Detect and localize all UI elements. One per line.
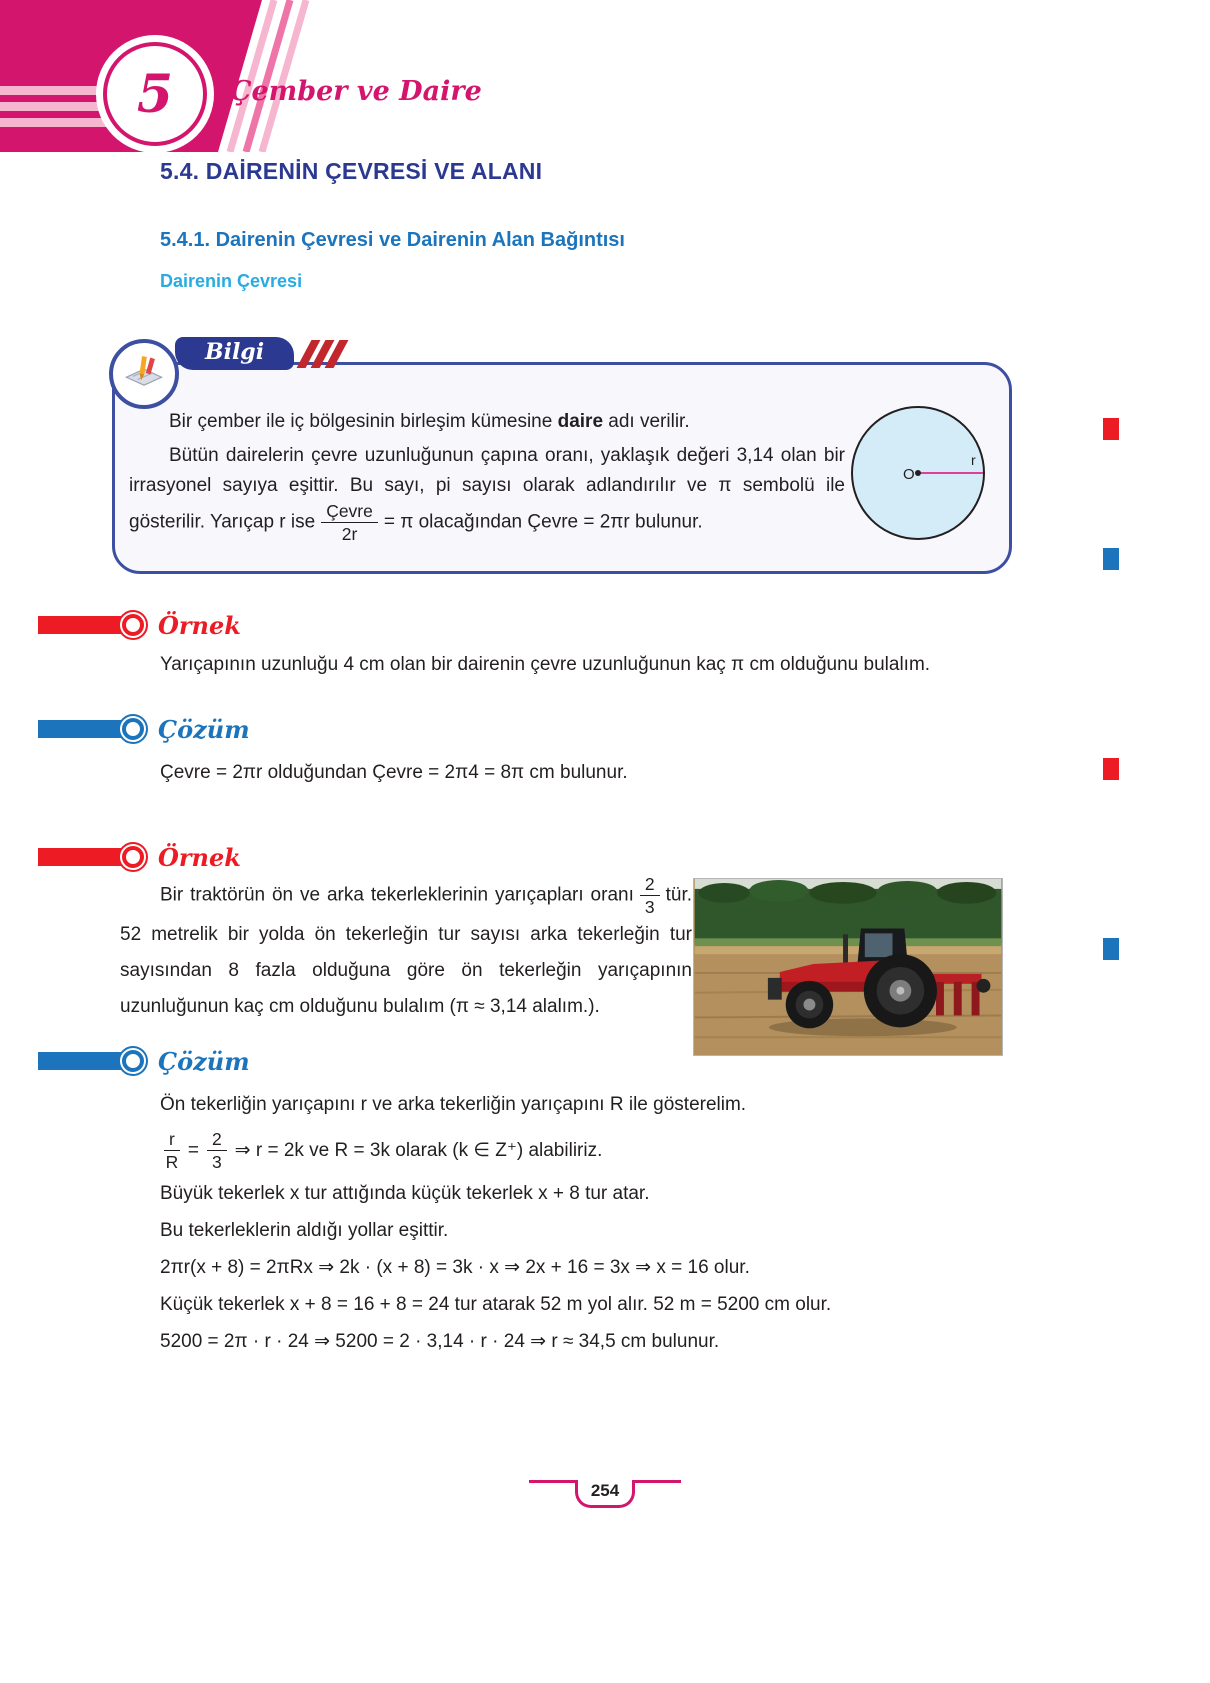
solution-2-line-1: Ön tekerliğin yarıçapını r ve arka tekerliğin yarıçapını R ile gösterelim. — [160, 1094, 747, 1115]
circumference-fraction: $\frac{\text{Çevre}}{2r}$ — [321, 501, 378, 544]
tractor-photo — [693, 878, 1003, 1056]
solution-1-header — [38, 712, 250, 746]
chapter-number: 5 — [136, 63, 174, 125]
ratio-fraction: $\frac{2}{3}$ — [640, 874, 660, 917]
concentric-circles-icon — [118, 842, 148, 872]
example-2-text: Bir traktörün ön ve arka tekerleklerinin yarıçapları oranı $\frac{2}{3}$ tür. 52 metrelik bir yolda ön tekerleğin tur sayısı arka tekerleğin tur sayısından 8 fazla olduğuna göre ön tekerleğin yarıçapının uzunluğunun kaç cm olduğunu bulalım (π ≈ 3,14 alalım.). — [120, 874, 692, 1018]
concentric-circles-icon — [118, 714, 148, 744]
r-over-R-fraction: $\frac{r}{R}$ — [165, 1129, 179, 1173]
solution-2-header — [38, 1044, 250, 1078]
info-box-text — [115, 365, 845, 544]
edge-marker-blue-1 — [1103, 548, 1119, 570]
example-bar — [38, 848, 122, 866]
edge-marker-red-1 — [1103, 418, 1119, 440]
footer-line-left — [529, 1480, 575, 1483]
diagram-center-label: O — [903, 466, 915, 483]
two-thirds-fraction: $\frac{2}{3}$ — [207, 1129, 227, 1172]
example-1-label: Örnek — [158, 610, 241, 640]
example-bar — [38, 616, 122, 634]
solution-2-line-2: $\frac{r}{R}$ = $\frac{2}{3}$ ⇒ r = 2k ve R = 3k olarak (k ∈ Z⁺) alabiliriz. — [165, 1129, 603, 1173]
info-box — [112, 339, 1012, 574]
circle-diagram — [833, 399, 995, 551]
example-1-header — [38, 608, 241, 642]
solution-1-label: Çözüm — [158, 714, 250, 744]
subsection-heading: 5.4.1. Dairenin Çevresi ve Dairenin Alan Bağıntısı — [160, 229, 625, 251]
equals-sign: = — [187, 1139, 199, 1161]
solution-2-line-7: 5200 = 2π · r · 24 ⇒ 5200 = 2 · 3,14 · r · 24 ⇒ r ≈ 34,5 cm bulunur. — [160, 1331, 720, 1353]
solution-bar — [38, 1052, 122, 1070]
example-1-text: Yarıçapının uzunluğu 4 cm olan bir dairenin çevre uzunluğunun kaç π cm olduğunu bulalım. — [160, 654, 931, 675]
solution-2-line-4: Bu tekerleklerin aldığı yollar eşittir. — [160, 1220, 449, 1242]
section-heading: 5.4. DAİRENİN ÇEVRESİ VE ALANI — [160, 158, 543, 184]
concentric-circles-icon — [118, 1046, 148, 1076]
chapter-title: Çember ve Daire — [230, 76, 482, 107]
info-banner-label: Bilgi — [175, 337, 294, 370]
solution-2-line-6: Küçük tekerlek x + 8 = 16 + 8 = 24 tur atarak 52 m yol alır. 52 m = 5200 cm olur. — [160, 1294, 832, 1316]
topic-heading: Dairenin Çevresi — [160, 271, 303, 291]
term-daire: daire — [557, 411, 604, 432]
solution-bar — [38, 720, 122, 738]
info-paragraph-2: Bütün dairelerin çevre uzunluğunun çapına oranı, yaklaşık değeri 3,14 olan bir irrasyonel sayıya eşittir. Bu sayı, pi sayısı olarak adlandırılır ve π sembolü ile gösterilir. Yarıçap r ise $\frac{\text{Çevre}}{2r}$ = π olacağından Çevre = 2πr bulunur. — [129, 445, 845, 545]
example-2-header — [38, 840, 241, 874]
diagram-radius-label: r — [971, 452, 976, 468]
info-paragraph-1: Bir çember ile iç bölgesinin birleşim kümesine daire adı verilir. — [169, 411, 690, 432]
edge-marker-blue-2 — [1103, 938, 1119, 960]
page-number: 254 — [575, 1480, 635, 1508]
solution-2-line-5: 2πr(x + 8) = 2πRx ⇒ 2k · (x + 8) = 3k · x ⇒ 2x + 16 = 3x ⇒ x = 16 olur. — [160, 1257, 750, 1279]
solution-2-text — [160, 1092, 1030, 1366]
solution-2-line-3: Büyük tekerlek x tur attığında küçük tekerlek x + 8 tur atar. — [160, 1183, 650, 1205]
concentric-circles-icon — [118, 610, 148, 640]
footer-line-right — [635, 1480, 681, 1483]
tractor-photo-graphic — [694, 879, 1002, 1055]
solution-2-label: Çözüm — [158, 1046, 250, 1076]
info-banner-stripes-icon — [304, 340, 341, 368]
solution-1-text: Çevre = 2πr olduğundan Çevre = 2π4 = 8π cm bulunur. — [160, 762, 628, 783]
page-footer — [0, 1480, 1210, 1508]
edge-marker-red-2 — [1103, 758, 1119, 780]
info-map-pencil-icon — [109, 339, 179, 409]
chapter-number-badge — [103, 42, 207, 146]
info-banner — [175, 337, 341, 370]
example-2-label: Örnek — [158, 842, 241, 872]
